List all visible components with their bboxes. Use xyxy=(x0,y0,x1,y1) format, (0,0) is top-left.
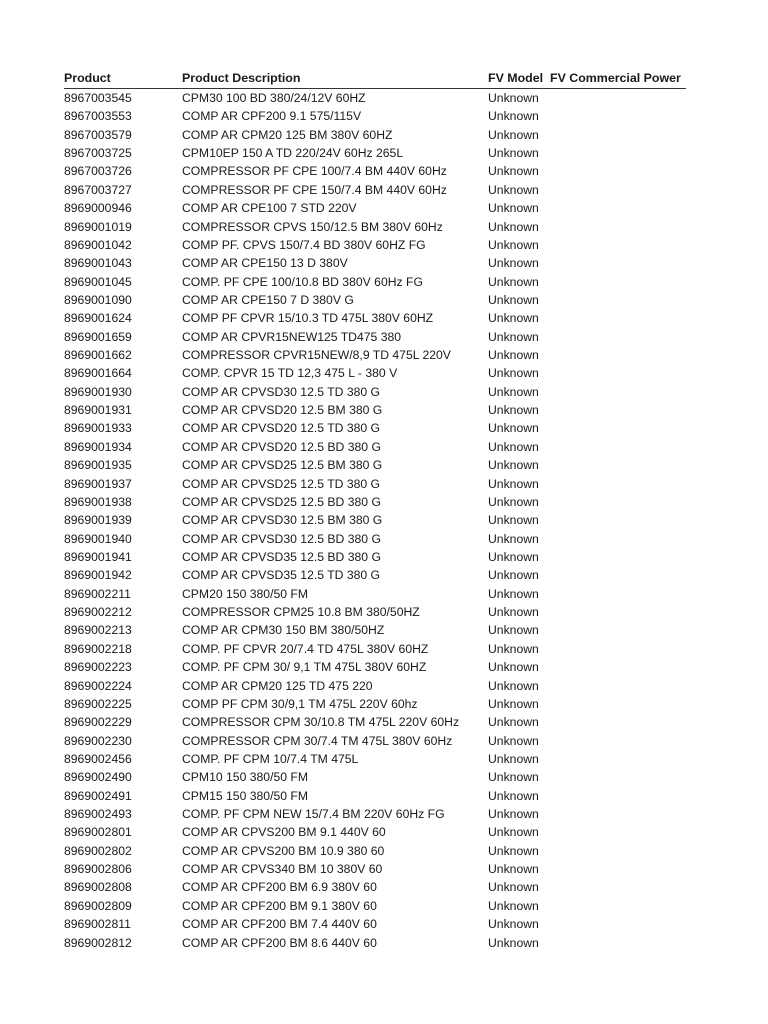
cell-product-description: COMP AR CPVSD25 12.5 TD 380 G xyxy=(182,476,381,491)
cell-fv-model: Unknown xyxy=(488,935,539,950)
cell-product-description: CPM10EP 150 A TD 220/24V 60Hz 265L xyxy=(182,146,404,161)
cell-product: 8967003725 xyxy=(64,146,132,161)
cell-fv-model: Unknown xyxy=(488,917,539,932)
header-fv-model: FV Model xyxy=(488,71,544,85)
cell-fv-commercial-power xyxy=(550,768,686,786)
table-row xyxy=(64,346,686,364)
cell-fv-model: Unknown xyxy=(488,348,539,363)
cell-product: 8969002802 xyxy=(64,843,132,858)
cell-product: 8969001939 xyxy=(64,513,132,528)
cell-fv-commercial-power xyxy=(550,732,686,750)
cell-fv-model: Unknown xyxy=(488,696,539,711)
cell-fv-model: Unknown xyxy=(488,568,539,583)
cell-product-description: COMP AR CPF200 BM 6.9 380V 60 xyxy=(182,880,377,895)
cell-fv-commercial-power xyxy=(550,438,686,456)
cell-fv-commercial-power xyxy=(550,181,686,199)
cell-product-description: COMP AR CPVSD35 12.5 TD 380 G xyxy=(182,568,381,583)
cell-fv-commercial-power xyxy=(550,934,686,952)
table-row xyxy=(64,456,686,474)
cell-fv-model: Unknown xyxy=(488,439,539,454)
table-row xyxy=(64,658,686,676)
cell-fv-model: Unknown xyxy=(488,91,539,105)
cell-fv-model: Unknown xyxy=(488,586,539,601)
cell-product-description: COMP AR CPVSD30 12.5 BD 380 G xyxy=(182,531,381,546)
cell-product: 8969002491 xyxy=(64,788,132,803)
cell-product: 8969001933 xyxy=(64,421,132,436)
table-row xyxy=(64,585,686,603)
table-row xyxy=(64,273,686,291)
cell-fv-model: Unknown xyxy=(488,880,539,895)
cell-fv-model: Unknown xyxy=(488,164,539,179)
table-row xyxy=(64,419,686,437)
cell-fv-model: Unknown xyxy=(488,733,539,748)
cell-fv-commercial-power xyxy=(550,236,686,254)
cell-product-description: COMPRESSOR CPM 30/7.4 TM 475L 380V 60Hz xyxy=(182,733,453,748)
cell-product-description: COMPRESSOR PF CPE 100/7.4 BM 440V 60Hz xyxy=(182,164,447,179)
table-row xyxy=(64,548,686,566)
cell-fv-commercial-power xyxy=(550,291,686,309)
table-row xyxy=(64,603,686,621)
cell-fv-commercial-power xyxy=(550,401,686,419)
cell-product-description: COMP AR CPF200 BM 8.6 440V 60 xyxy=(182,935,377,950)
table-row xyxy=(64,126,686,144)
cell-fv-commercial-power xyxy=(550,162,686,180)
cell-fv-model: Unknown xyxy=(488,109,539,124)
table-row xyxy=(64,823,686,841)
cell-product-description: CPM15 150 380/50 FM xyxy=(182,788,309,803)
cell-fv-model: Unknown xyxy=(488,862,539,877)
cell-fv-commercial-power xyxy=(550,787,686,805)
table-row xyxy=(64,236,686,254)
cell-fv-commercial-power xyxy=(550,144,686,162)
cell-product-description: COMP AR CPVSD20 12.5 BD 380 G xyxy=(182,439,381,454)
cell-product: 8969002229 xyxy=(64,715,132,730)
cell-fv-commercial-power xyxy=(550,346,686,364)
cell-fv-commercial-power xyxy=(550,511,686,529)
table-row xyxy=(64,401,686,419)
cell-fv-model: Unknown xyxy=(488,513,539,528)
table-row xyxy=(64,842,686,860)
cell-product-description: CPM30 100 BD 380/24/12V 60HZ xyxy=(182,91,366,105)
cell-fv-model: Unknown xyxy=(488,146,539,161)
table-row xyxy=(64,805,686,823)
cell-product: 8969000946 xyxy=(64,201,132,216)
cell-product: 8969002806 xyxy=(64,862,132,877)
cell-fv-commercial-power xyxy=(550,126,686,144)
cell-fv-model: Unknown xyxy=(488,366,539,381)
cell-product-description: COMP AR CPVSD30 12.5 BM 380 G xyxy=(182,513,383,528)
cell-fv-commercial-power xyxy=(550,199,686,217)
cell-fv-commercial-power xyxy=(550,695,686,713)
cell-fv-commercial-power xyxy=(550,475,686,493)
cell-product-description: COMP. PF CPM NEW 15/7.4 BM 220V 60Hz FG xyxy=(182,807,445,822)
cell-product: 8969002223 xyxy=(64,660,132,675)
cell-product-description: COMP. CPVR 15 TD 12,3 475 L - 380 V xyxy=(182,366,398,381)
cell-fv-model: Unknown xyxy=(488,660,539,675)
cell-fv-model: Unknown xyxy=(488,494,539,509)
cell-product-description: COMPRESSOR CPM25 10.8 BM 380/50HZ xyxy=(182,605,420,620)
cell-fv-model: Unknown xyxy=(488,182,539,197)
cell-product-description: COMP AR CPM20 125 TD 475 220 xyxy=(182,678,373,693)
cell-product-description: COMPRESSOR CPM 30/10.8 TM 475L 220V 60Hz xyxy=(182,715,460,730)
cell-product-description: COMP. PF CPVR 20/7.4 TD 475L 380V 60HZ xyxy=(182,641,429,656)
header-product: Product xyxy=(64,71,111,85)
table-row xyxy=(64,640,686,658)
cell-fv-commercial-power xyxy=(550,897,686,915)
cell-fv-commercial-power xyxy=(550,677,686,695)
table-body xyxy=(64,89,686,952)
cell-product-description: COMP AR CPVSD35 12.5 BD 380 G xyxy=(182,549,381,564)
cell-product: 8969002456 xyxy=(64,751,132,766)
cell-product: 8969002812 xyxy=(64,935,132,950)
cell-product: 8969001940 xyxy=(64,531,132,546)
cell-fv-commercial-power xyxy=(550,273,686,291)
cell-product-description: COMP AR CPM20 125 BM 380V 60HZ xyxy=(182,127,393,142)
cell-product: 8969002225 xyxy=(64,696,132,711)
cell-product: 8969001941 xyxy=(64,549,132,564)
cell-product-description: COMP AR CPVS340 BM 10 380V 60 xyxy=(182,862,383,877)
table-row xyxy=(64,732,686,750)
cell-product: 8969001938 xyxy=(64,494,132,509)
cell-product: 8969002224 xyxy=(64,678,132,693)
table-row xyxy=(64,144,686,162)
cell-fv-model: Unknown xyxy=(488,127,539,142)
table-row xyxy=(64,89,686,107)
table-row xyxy=(64,695,686,713)
cell-product: 8967003726 xyxy=(64,164,132,179)
cell-fv-commercial-power xyxy=(550,89,686,107)
table-row xyxy=(64,713,686,731)
cell-fv-commercial-power xyxy=(550,640,686,658)
cell-fv-model: Unknown xyxy=(488,715,539,730)
table-row xyxy=(64,199,686,217)
cell-fv-model: Unknown xyxy=(488,201,539,216)
cell-fv-commercial-power xyxy=(550,309,686,327)
cell-fv-model: Unknown xyxy=(488,770,539,785)
table-row xyxy=(64,878,686,896)
cell-fv-model: Unknown xyxy=(488,384,539,399)
cell-fv-commercial-power xyxy=(550,750,686,768)
cell-fv-model: Unknown xyxy=(488,843,539,858)
cell-fv-commercial-power xyxy=(550,107,686,125)
cell-product-description: COMP PF CPM 30/9,1 TM 475L 220V 60hz xyxy=(182,696,418,711)
table-row xyxy=(64,677,686,695)
cell-product-description: COMP. PF CPE 100/10.8 BD 380V 60Hz FG xyxy=(182,274,423,289)
table-row xyxy=(64,162,686,180)
table-row xyxy=(64,493,686,511)
cell-product-description: COMP AR CPVSD20 12.5 TD 380 G xyxy=(182,421,381,436)
cell-fv-commercial-power xyxy=(550,658,686,676)
table-row xyxy=(64,750,686,768)
cell-product: 8969002801 xyxy=(64,825,132,840)
table-row xyxy=(64,915,686,933)
cell-product: 8969002212 xyxy=(64,605,132,620)
cell-product-description: COMP AR CPF200 9.1 575/115V xyxy=(182,109,362,124)
table-row xyxy=(64,438,686,456)
cell-fv-model: Unknown xyxy=(488,274,539,289)
table-row xyxy=(64,566,686,584)
cell-fv-commercial-power xyxy=(550,328,686,346)
cell-product: 8967003727 xyxy=(64,182,132,197)
cell-fv-commercial-power xyxy=(550,530,686,548)
cell-product: 8969001664 xyxy=(64,366,132,381)
cell-fv-model: Unknown xyxy=(488,329,539,344)
cell-product: 8969001090 xyxy=(64,292,132,307)
cell-fv-model: Unknown xyxy=(488,219,539,234)
cell-product-description: COMP. PF CPM 30/ 9,1 TM 475L 380V 60HZ xyxy=(182,660,427,675)
cell-fv-commercial-power xyxy=(550,493,686,511)
cell-fv-commercial-power xyxy=(550,566,686,584)
cell-product: 8969002213 xyxy=(64,623,132,638)
cell-product: 8967003553 xyxy=(64,109,132,124)
cell-product-description: COMP AR CPM30 150 BM 380/50HZ xyxy=(182,623,385,638)
cell-fv-commercial-power xyxy=(550,548,686,566)
cell-product-description: COMP PF. CPVS 150/7.4 BD 380V 60HZ FG xyxy=(182,237,426,252)
cell-product-description: COMPRESSOR PF CPE 150/7.4 BM 440V 60Hz xyxy=(182,182,447,197)
cell-fv-commercial-power xyxy=(550,842,686,860)
cell-product: 8969002808 xyxy=(64,880,132,895)
cell-fv-commercial-power xyxy=(550,713,686,731)
table-row xyxy=(64,768,686,786)
cell-product: 8967003545 xyxy=(64,91,132,105)
cell-product: 8969001937 xyxy=(64,476,132,491)
cell-product-description: COMP AR CPE150 13 D 380V xyxy=(182,256,348,271)
cell-fv-model: Unknown xyxy=(488,788,539,803)
cell-fv-model: Unknown xyxy=(488,751,539,766)
cell-fv-commercial-power xyxy=(550,254,686,272)
table-row xyxy=(64,364,686,382)
cell-product-description: COMPRESSOR CPVR15NEW/8,9 TD 475L 220V xyxy=(182,348,451,363)
table-row xyxy=(64,181,686,199)
cell-product: 8969001935 xyxy=(64,458,132,473)
cell-product: 8969001045 xyxy=(64,274,132,289)
cell-product-description: COMPRESSOR CPVS 150/12.5 BM 380V 60Hz xyxy=(182,219,443,234)
cell-fv-model: Unknown xyxy=(488,403,539,418)
cell-fv-model: Unknown xyxy=(488,678,539,693)
cell-product: 8969001934 xyxy=(64,439,132,454)
cell-product: 8969001931 xyxy=(64,403,132,418)
table-row xyxy=(64,934,686,952)
cell-product: 8969001624 xyxy=(64,311,132,326)
table-row xyxy=(64,530,686,548)
cell-product-description: COMP AR CPF200 BM 9.1 380V 60 xyxy=(182,898,377,913)
cell-fv-commercial-power xyxy=(550,878,686,896)
table-row xyxy=(64,860,686,878)
cell-fv-model: Unknown xyxy=(488,458,539,473)
cell-fv-model: Unknown xyxy=(488,311,539,326)
cell-product: 8969001043 xyxy=(64,256,132,271)
cell-product-description: COMP AR CPVSD20 12.5 BM 380 G xyxy=(182,403,383,418)
cell-fv-commercial-power xyxy=(550,218,686,236)
cell-product-description: CPM10 150 380/50 FM xyxy=(182,770,309,785)
cell-fv-commercial-power xyxy=(550,805,686,823)
table-row xyxy=(64,621,686,639)
cell-product: 8969002493 xyxy=(64,807,132,822)
cell-fv-commercial-power xyxy=(550,585,686,603)
table-row xyxy=(64,897,686,915)
cell-product: 8969002230 xyxy=(64,733,132,748)
cell-product: 8967003579 xyxy=(64,127,132,142)
cell-product-description: COMP AR CPVSD30 12.5 TD 380 G xyxy=(182,384,381,399)
cell-product: 8969002211 xyxy=(64,586,131,601)
cell-product: 8969001942 xyxy=(64,568,132,583)
cell-product-description: COMP AR CPVS200 BM 9.1 440V 60 xyxy=(182,825,386,840)
table-row xyxy=(64,475,686,493)
cell-fv-model: Unknown xyxy=(488,476,539,491)
cell-fv-model: Unknown xyxy=(488,825,539,840)
cell-product-description: COMP AR CPF200 BM 7.4 440V 60 xyxy=(182,917,377,932)
cell-fv-model: Unknown xyxy=(488,421,539,436)
cell-product: 8969001662 xyxy=(64,348,132,363)
cell-fv-commercial-power xyxy=(550,915,686,933)
cell-product-description: COMP AR CPE100 7 STD 220V xyxy=(182,201,357,216)
cell-fv-commercial-power xyxy=(550,383,686,401)
cell-fv-model: Unknown xyxy=(488,237,539,252)
cell-fv-commercial-power xyxy=(550,621,686,639)
table-row xyxy=(64,383,686,401)
cell-fv-commercial-power xyxy=(550,823,686,841)
table-row xyxy=(64,309,686,327)
cell-fv-model: Unknown xyxy=(488,623,539,638)
cell-product: 8969002811 xyxy=(64,917,131,932)
product-table xyxy=(64,68,686,952)
table-row xyxy=(64,511,686,529)
cell-product-description: COMP AR CPE150 7 D 380V G xyxy=(182,292,354,307)
cell-product-description: COMP AR CPVR15NEW125 TD475 380 xyxy=(182,329,402,344)
cell-fv-model: Unknown xyxy=(488,256,539,271)
table-row xyxy=(64,328,686,346)
cell-product-description: COMP PF CPVR 15/10.3 TD 475L 380V 60HZ xyxy=(182,311,434,326)
cell-product: 8969001042 xyxy=(64,237,132,252)
table-row xyxy=(64,291,686,309)
cell-product-description: COMP AR CPVSD25 12.5 BM 380 G xyxy=(182,458,383,473)
table-row xyxy=(64,254,686,272)
cell-product: 8969001659 xyxy=(64,329,132,344)
cell-fv-commercial-power xyxy=(550,419,686,437)
cell-fv-model: Unknown xyxy=(488,605,539,620)
cell-fv-commercial-power xyxy=(550,860,686,878)
header-fv-commercial-power: FV Commercial Power xyxy=(550,71,681,85)
table-header-row xyxy=(64,68,686,89)
cell-product: 8969002490 xyxy=(64,770,132,785)
cell-fv-model: Unknown xyxy=(488,549,539,564)
cell-product-description: COMP AR CPVSD25 12.5 BD 380 G xyxy=(182,494,381,509)
cell-fv-model: Unknown xyxy=(488,898,539,913)
cell-product-description: COMP. PF CPM 10/7.4 TM 475L xyxy=(182,751,359,766)
cell-fv-commercial-power xyxy=(550,603,686,621)
cell-product: 8969001930 xyxy=(64,384,132,399)
cell-fv-model: Unknown xyxy=(488,531,539,546)
cell-product-description: CPM20 150 380/50 FM xyxy=(182,586,309,601)
cell-fv-model: Unknown xyxy=(488,641,539,656)
cell-product-description: COMP AR CPVS200 BM 10.9 380 60 xyxy=(182,843,385,858)
cell-product: 8969002218 xyxy=(64,641,132,656)
cell-fv-commercial-power xyxy=(550,456,686,474)
header-product-description: Product Description xyxy=(182,71,301,85)
cell-fv-model: Unknown xyxy=(488,807,539,822)
cell-product: 8969001019 xyxy=(64,219,132,234)
table-row xyxy=(64,218,686,236)
cell-product: 8969002809 xyxy=(64,898,132,913)
table-row xyxy=(64,787,686,805)
cell-fv-model: Unknown xyxy=(488,292,539,307)
cell-fv-commercial-power xyxy=(550,364,686,382)
table-row xyxy=(64,107,686,125)
